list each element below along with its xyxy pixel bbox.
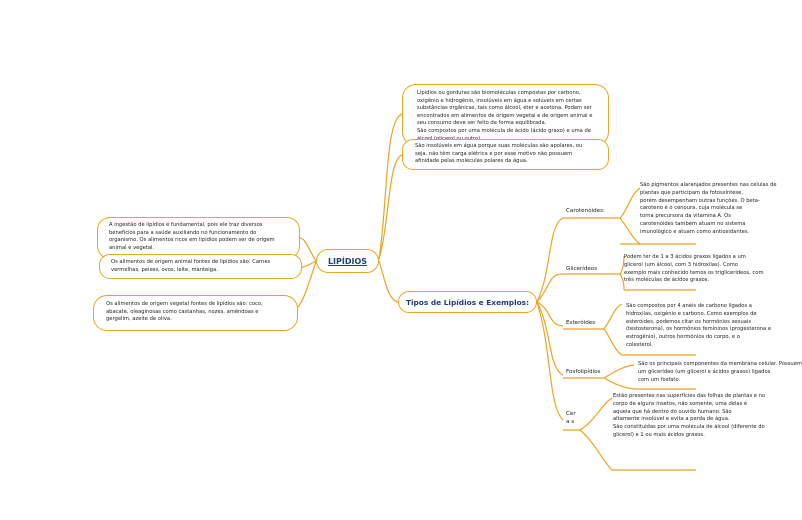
carotenoides-line: plantas que participam da fotossíntese, bbox=[640, 189, 743, 196]
category-glicerideos[interactable]: Glicerídeos bbox=[566, 266, 598, 272]
category-esteroides[interactable]: Esteróides bbox=[566, 320, 596, 326]
carotenoides-text[interactable] bbox=[640, 182, 777, 242]
glicerideos-line: Podem ter de 1 a 3 ácidos graxos ligados a um bbox=[624, 254, 746, 260]
root-title: LIPÍDIOS bbox=[327, 256, 368, 266]
definition-line: oxigênio e hidrogênio, insolúveis em água e solúveis em certas bbox=[417, 97, 582, 104]
ingestion-line: organismo. Os alimentos ricos em lipídios podem ser de origem bbox=[109, 237, 275, 244]
vegetal-line: abacate, oleaginosas como castanhas, nozes, amêndoas e bbox=[106, 308, 259, 315]
types-node[interactable] bbox=[398, 291, 537, 313]
definition-line: seu consumo deve ser feito de forma equilibrada. bbox=[417, 120, 547, 127]
ingestion-line: A ingestão de lipídios é fundamental, pois ele traz diversos bbox=[109, 222, 263, 228]
ingestion-node[interactable] bbox=[97, 217, 300, 259]
insoluble-line: seja, não têm carga elétrica e por esse motivo não possuem bbox=[415, 150, 573, 157]
category-ceras[interactable]: Cera s bbox=[566, 411, 576, 425]
link-animal bbox=[302, 261, 316, 267]
link-fosfolipidios bbox=[537, 302, 563, 375]
insoluble-line: afinidade pelas moléculas polares da água. bbox=[415, 158, 528, 165]
glicerideos-line: exemplo mais conhecido temos os triglicerídeos, com bbox=[624, 269, 764, 276]
link-glicerideos bbox=[537, 274, 563, 302]
esteroides-line: São compostos por 4 anéis de carbono ligados a bbox=[626, 303, 752, 309]
definition-line: substâncias orgânicas, tais como álcool, éter e acetona. Podem ser bbox=[417, 105, 592, 112]
ceras-line: Estão presentes nas superfícies das folhas de plantas e no bbox=[613, 393, 766, 399]
fosfolipidios-line: São os principais componentes da membrana celular. Possuem bbox=[638, 361, 802, 367]
definition-line: São compostos por uma molécula de ácido (ácido graxo) e uma de bbox=[417, 127, 591, 134]
ingestion-line: animal e vegetal. bbox=[109, 244, 155, 251]
carotenoides-line: São pigmentos alaranjados presentes nas células de bbox=[640, 182, 777, 188]
animal-line: Os alimentos de origem animal fontes de lipídios são: Carnes bbox=[111, 259, 271, 265]
ceras-text[interactable] bbox=[613, 393, 766, 443]
link-esteroides bbox=[537, 302, 563, 326]
esteroides-line: (testosterona), os hormônios femininos (progesterona e bbox=[626, 326, 772, 333]
carotenoides-line: imunológico e atuam como antioxidantes. bbox=[640, 228, 750, 235]
fosfolipidios-line: um glicerídeo (um glicerol e ácidos graxos) ligados bbox=[638, 368, 771, 375]
glicerideos-text[interactable] bbox=[624, 254, 764, 288]
ceras-line: glicerol) e 1 ou mais ácidos graxos. bbox=[613, 431, 705, 438]
carotenoides-line: caroteno é o cenoura, cuja molécula se bbox=[640, 205, 743, 212]
definition-node[interactable] bbox=[402, 84, 609, 146]
animal-line: vermelhas, peixes, ovos, leite, manteiga. bbox=[111, 266, 218, 273]
ceras-line: São constituídas por uma molécula de álcool (diferente do bbox=[613, 424, 765, 431]
esteroides-line: esteróides, podemos citar os hormônios sexuais bbox=[626, 318, 752, 325]
glicerideos-line: três moléculas de ácidos graxos. bbox=[624, 277, 710, 284]
link-carotenoides bbox=[537, 218, 563, 302]
vegetal-sources-node[interactable] bbox=[93, 295, 298, 331]
esteroides-line: colesterol. bbox=[626, 341, 653, 348]
definition-line: Lipídios ou gorduras são biomoléculas compostas por carbono, bbox=[417, 90, 581, 96]
category-carotenoides[interactable]: Carotenóides: bbox=[566, 208, 605, 214]
vegetal-line: Os alimentos de origem vegetal fontes de lipídios são: coco, bbox=[106, 301, 263, 307]
animal-sources-node[interactable] bbox=[99, 254, 302, 279]
glicerideos-line: glicerol (um álcool, com 3 hidroxilas). Como bbox=[624, 261, 738, 268]
esteroides-text[interactable] bbox=[626, 303, 772, 353]
carotenoides-line: torna precursora da vitamina A. Os bbox=[640, 213, 731, 220]
link-insoluble bbox=[379, 155, 402, 259]
fosfolipidios-line: com um fosfato. bbox=[638, 376, 681, 383]
insoluble-node[interactable] bbox=[402, 139, 609, 170]
fosfolipidios-text[interactable] bbox=[638, 361, 802, 387]
ceras-line: aquela que há dentro do ouvido humano. São bbox=[613, 408, 732, 415]
link-ceras bbox=[537, 302, 563, 420]
ingestion-line: benefícios para a saúde auxiliando no funcionamento do bbox=[109, 229, 257, 236]
carotenoides-line: porém desempenham outras funções. O beta- bbox=[640, 197, 760, 204]
insoluble-line: São insolúveis em água porque suas moléculas são apolares, ou bbox=[415, 143, 583, 149]
vegetal-line: gergelim, azeite de oliva. bbox=[106, 316, 172, 323]
ceras-line: corpo de alguns insetos, não somente, uma delas é bbox=[613, 400, 748, 407]
ceras-line: altamente insolúvel e evita a perda de água. bbox=[613, 416, 730, 423]
root-node[interactable] bbox=[316, 249, 379, 273]
carotenoides-line: carotenóides também atuam no sistema bbox=[640, 220, 746, 227]
esteroides-line: estrogênio), outros hormônios do corpo, e o bbox=[626, 334, 740, 341]
link-types bbox=[379, 261, 398, 302]
definition-line: encontrados em alimentos de origem vegetal e de origem animal e bbox=[417, 112, 593, 119]
esteroides-line: hidroxilas, oxigênio e carbono. Como exemplos de bbox=[626, 310, 757, 317]
link-ingestion bbox=[300, 238, 316, 261]
category-fosfolipidios[interactable]: Fosfolipídios bbox=[566, 369, 601, 375]
types-title: Tipos de Lipídios e Exemplos: bbox=[405, 297, 530, 307]
